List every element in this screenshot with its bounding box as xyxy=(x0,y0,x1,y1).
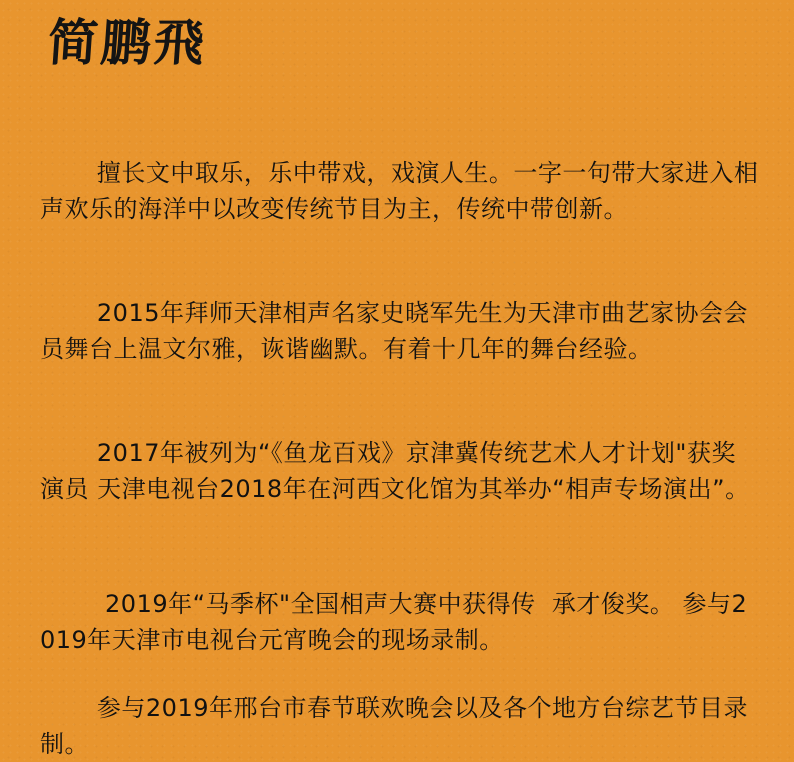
bio-paragraph-apprenticeship: 2015年拜师天津相声名家史晓军先生为天津市曲艺家协会会员舞台上温文尔雅，诙谐幽默。有着十几年的舞台经验。 xyxy=(40,299,748,363)
bio-paragraph-gala: 参与2019年邢台市春节联欢晚会以及各个地方台综艺节目录制。 xyxy=(40,694,748,758)
bio-paragraph-style: 擅长文中取乐，乐中带戏，戏演人生。一字一句带大家进入相声欢乐的海洋中以改变传统节目为主，传统中带创新。 xyxy=(40,159,759,223)
bio-paragraph-award-2017: 2017年被列为“《鱼龙百戏》京津冀传统艺术人才计划"获奖演员 天津电视台2018年在河西文化馆为其举办“相声专场演出”。 xyxy=(40,439,750,503)
bio-paragraph-award-2019: 2019年“马季杯"全国相声大赛中获得传 承才俊奖。 参与2019年天津市电视台元宵晚会的现场录制。 xyxy=(40,590,748,654)
calligraphy-title: 简鹏飛 xyxy=(45,13,210,72)
